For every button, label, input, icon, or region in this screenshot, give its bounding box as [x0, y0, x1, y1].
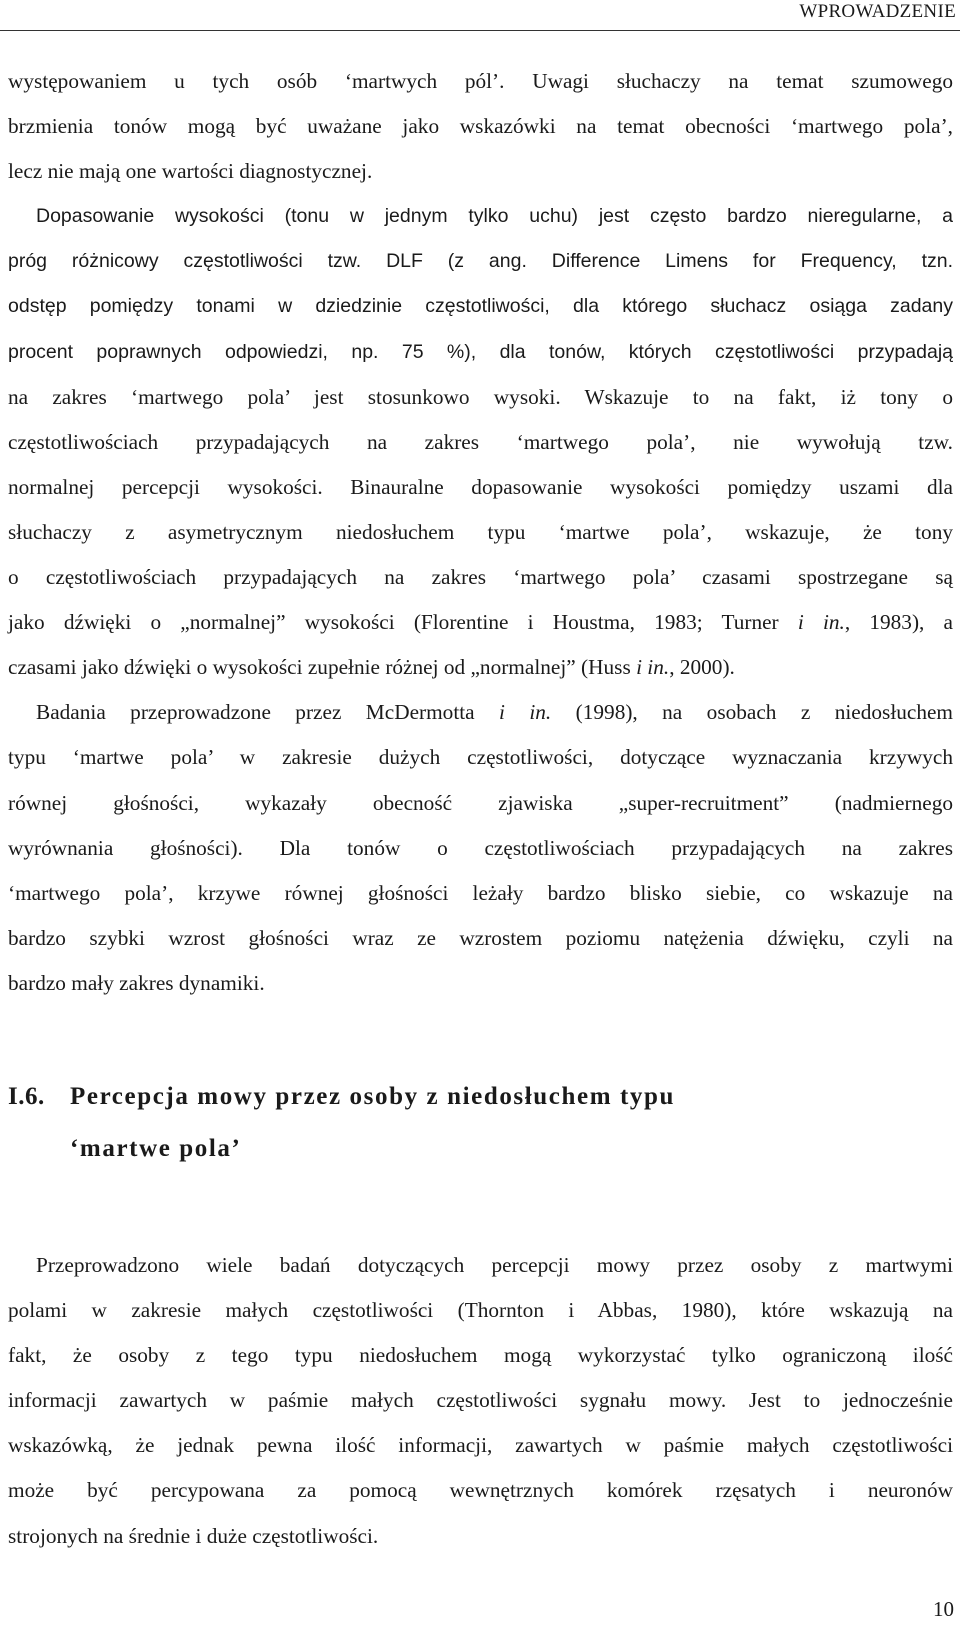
text-line: częstotliwościach przypadających na zakres ‘martwego pola’, nie wywołują tzw.: [8, 429, 953, 454]
running-head: WPROWADZENIE: [799, 1, 956, 22]
body-text-lower: [8, 1243, 953, 1559]
text-line: fakt, że osoby z tego typu niedosłuchem mogą wykorzystać tylko ograniczoną ilość: [8, 1343, 953, 1368]
text-line: ‘martwego pola’, krzywe równej głośności leżały bardzo blisko siebie, co wskazuje na: [8, 880, 953, 905]
body-text-upper: [8, 59, 953, 1006]
header-rule: [0, 30, 960, 31]
text-line: czasami jako dźwięki o wysokości zupełnie różnej od „normalnej” (Huss i in., 2000).: [8, 655, 735, 680]
text-line: jako dźwięki o „normalnej” wysokości (Florentine i Houstma, 1983; Turner i in., 1983), a: [8, 610, 954, 635]
text-line: próg różnicowy częstotliwości tzw. DLF (z ang. Difference Limens for Frequency, tzn.: [8, 250, 953, 273]
text-line: wskazówką, że jednak pewna ilość informacji, zawartych w paśmie małych częstotliwości: [8, 1433, 953, 1458]
text-line: o częstotliwościach przypadających na zakres ‘martwego pola’ czasami spostrzegane są: [8, 565, 953, 590]
text-line: bardzo mały zakres dynamiki.: [8, 970, 265, 995]
text-line: wyrównania głośności). Dla tonów o częstotliwościach przypadających na zakres: [8, 835, 953, 860]
text-line: polami w zakresie małych częstotliwości (Thornton i Abbas, 1980), które wskazują na: [8, 1298, 953, 1323]
text-line: lecz nie mają one wartości diagnostycznej.: [8, 159, 373, 184]
text-line: informacji zawartych w paśmie małych częstotliwości sygnału mowy. Jest to jednocześnie: [8, 1388, 953, 1413]
text-line: Badania przeprowadzone przez McDermotta i in. (1998), na osobach z niedosłuchem: [36, 700, 953, 725]
text-line: strojonych na średnie i duże częstotliwości.: [8, 1523, 379, 1548]
section-title-line-2: ‘martwe pola’: [70, 1135, 242, 1162]
section-number: I.6.: [8, 1083, 45, 1110]
paragraph-3: [8, 690, 953, 1006]
text-line: brzmienia tonów mogą być uważane jako wskazówki na temat obecności ‘martwego pola’,: [8, 114, 953, 139]
text-line: na zakres ‘martwego pola’ jest stosunkowo wysoki. Wskazuje to na fakt, iż tony o: [8, 384, 953, 409]
text-line: typu ‘martwe pola’ w zakresie dużych częstotliwości, dotyczące wyznaczania krzywych: [8, 745, 953, 770]
text-line: odstęp pomiędzy tonami w dziedzinie częstotliwości, dla którego słuchacz osiąga zadany: [8, 295, 953, 318]
text-line: może być percypowana za pomocą wewnętrznych komórek rzęsatych i neuronów: [8, 1478, 953, 1503]
section-heading: [8, 1071, 953, 1175]
text-line: Dopasowanie wysokości (tonu w jednym tylko uchu) jest często bardzo nieregularne, a: [36, 205, 953, 228]
text-line: występowaniem u tych osób ‘martwych pól’. Uwagi słuchaczy na temat szumowego: [8, 69, 953, 93]
page-number: 10: [933, 1597, 954, 1621]
text-line: procent poprawnych odpowiedzi, np. 75 %), dla tonów, których częstotliwości przypadają: [8, 340, 953, 363]
section-title-line-1: Percepcja mowy przez osoby z niedosłuchem typu: [70, 1083, 676, 1110]
text-line: Przeprowadzono wiele badań dotyczących percepcji mowy przez osoby z martwymi: [36, 1253, 953, 1277]
paragraph-4: [8, 1243, 953, 1559]
paragraph-2: [8, 194, 953, 690]
text-line: słuchaczy z asymetrycznym niedosłuchem typu ‘martwe pola’, wskazuje, że tony: [8, 519, 953, 544]
text-line: bardzo szybki wzrost głośności wraz ze wzrostem poziomu natężenia dźwięku, czyli na: [8, 925, 953, 950]
text-line: równej głośności, wykazały obecność zjawiska „super-recruitment” (nadmiernego: [8, 790, 953, 815]
paragraph-1: [8, 59, 953, 194]
text-line: normalnej percepcji wysokości. Binauralne dopasowanie wysokości pomiędzy uszami dla: [8, 474, 953, 499]
